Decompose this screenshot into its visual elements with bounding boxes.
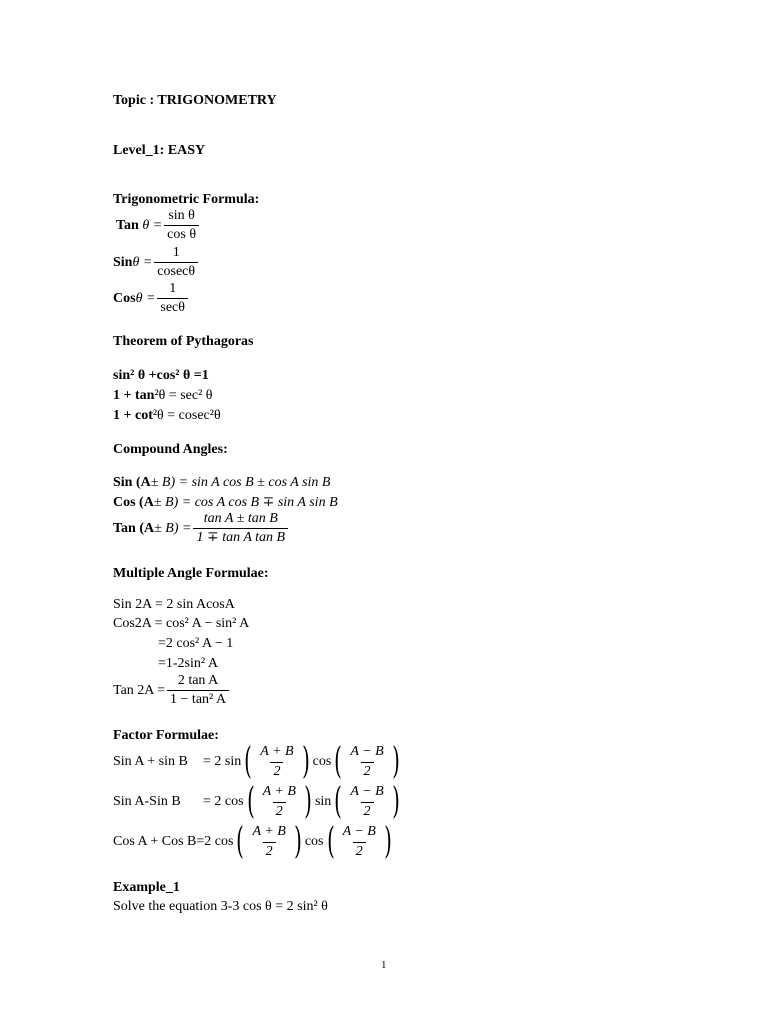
tan-label: Tan (116, 217, 139, 233)
factor-row-2-func: sin (314, 794, 332, 809)
factor-row-3-label: Cos A + Cos B=2 cos (113, 834, 234, 849)
compound-tan-numerator: tan A ± tan B (203, 511, 278, 526)
tan-formula (116, 208, 201, 243)
factor-row-2-sum: A + B (262, 784, 296, 800)
compound-tan-denominator: 1 ∓ tan A tan B (193, 528, 288, 546)
pythagoras-line-3-rest: ²θ = cosec²θ (152, 408, 221, 423)
factor-row-2 (113, 781, 403, 822)
sin-denominator: cosecθ (154, 262, 198, 280)
multiple-heading: Multiple Angle Formulae: (113, 566, 269, 581)
pythagoras-line-3 (113, 408, 221, 424)
multiple-tan-fraction (167, 673, 229, 708)
factor-row-1 (113, 741, 403, 782)
example-heading: Example_1 (113, 880, 180, 895)
compound-tan (113, 511, 290, 546)
factor-row-2-den-2: 2 (361, 802, 374, 820)
sin-fraction (154, 245, 198, 280)
factor-row-3-paren-1: ( $\frac{A + B}{2}$ ) (236, 821, 302, 862)
sin-formula (113, 245, 200, 280)
cos-fraction (157, 281, 188, 316)
pythagoras-line-3-bold: 1 + cot (113, 408, 153, 423)
factor-row-1-eq: = 2 sin (203, 754, 242, 769)
pythagoras-line-2-rest: ²θ = sec² θ (154, 388, 213, 403)
compound-heading: Compound Angles: (113, 442, 228, 457)
multiple-line-3: =2 cos² A − 1 (158, 636, 234, 651)
compound-sin (113, 475, 330, 491)
factor-row-3-den-1: 2 (263, 842, 276, 860)
multiple-tan-label: Tan 2A = (113, 682, 166, 698)
page-title: Topic : TRIGONOMETRY (113, 93, 277, 108)
factor-row-2-paren-2: ( $\frac{A - B}{2}$ ) (334, 781, 400, 822)
compound-cos-rest: ± B) = cos A cos B ∓ sin A sin B (153, 495, 338, 510)
factor-row-1-paren-2: ( $\frac{A - B}{2}$ ) (334, 741, 400, 782)
tan-fraction (164, 208, 199, 243)
factor-row-1-label: Sin A + sin B (113, 754, 188, 769)
example-text: Solve the equation 3-3 cos θ = 2 sin² θ (113, 899, 328, 914)
cos-formula (113, 281, 190, 316)
factor-row-3-diff: A − B (342, 824, 376, 840)
factor-row-3-func: cos (304, 834, 324, 849)
tan-denominator: cos θ (164, 225, 199, 243)
cos-denominator: secθ (157, 298, 188, 316)
pythagoras-heading: Theorem of Pythagoras (113, 334, 254, 349)
multiple-line-4: =1-2sin² A (158, 656, 218, 671)
factor-row-1-sum: A + B (260, 744, 294, 760)
trig-formula-heading: Trigonometric Formula: (113, 192, 260, 207)
factor-row-2-label: Sin A-Sin B (113, 794, 181, 809)
pythagoras-line-1: sin² θ +cos² θ =1 (113, 368, 209, 383)
tan-numerator: sin θ (168, 208, 195, 223)
factor-row-1-den-1: 2 (270, 762, 283, 780)
compound-sin-rest: ± B) = sin A cos B ± cos A sin B (150, 475, 331, 490)
factor-row-1-den-2: 2 (361, 762, 374, 780)
cos-label: Cos (113, 290, 136, 306)
factor-row-2-diff: A − B (350, 784, 384, 800)
compound-cos-label: Cos (A (113, 495, 154, 510)
tan-lhs: θ = (142, 217, 163, 233)
factor-row-2-paren-1: ( $\frac{A + B}{2}$ ) (246, 781, 312, 822)
factor-heading: Factor Formulae: (113, 728, 219, 743)
multiple-line-1: Sin 2A = 2 sin AcosA (113, 597, 235, 612)
multiple-tan-numerator: 2 tan A (177, 673, 219, 688)
factor-row-1-func: cos (312, 754, 332, 769)
factor-row-3-paren-2: ( $\frac{A - B}{2}$ ) (326, 821, 392, 862)
compound-tan-label: Tan (A (113, 520, 155, 536)
factor-row-3 (113, 821, 395, 862)
compound-sin-label: Sin (A (113, 475, 151, 490)
compound-cos (113, 494, 338, 511)
pythagoras-line-2-bold: 1 + tan (113, 388, 155, 403)
page-number: 1 (381, 959, 387, 971)
sin-label: Sin (113, 254, 133, 270)
factor-row-3-den-2: 2 (353, 842, 366, 860)
factor-row-2-eq: = 2 cos (203, 794, 244, 809)
cos-lhs: θ = (135, 290, 156, 306)
sin-lhs: θ = (132, 254, 153, 270)
cos-numerator: 1 (169, 281, 177, 296)
factor-row-1-paren-1: ( $\frac{A + B}{2}$ ) (244, 741, 310, 782)
sin-numerator: 1 (172, 245, 180, 260)
factor-row-3-sum: A + B (252, 824, 286, 840)
factor-row-1-diff: A − B (350, 744, 384, 760)
factor-row-2-den-1: 2 (273, 802, 286, 820)
pythagoras-line-2 (113, 388, 213, 404)
multiple-tan (113, 673, 231, 708)
level-heading: Level_1: EASY (113, 143, 206, 158)
compound-tan-lhs: ± B) = (154, 520, 192, 536)
multiple-line-2: Cos2A = cos² A − sin² A (113, 616, 250, 631)
compound-tan-fraction (193, 511, 288, 546)
multiple-tan-denominator: 1 − tan² A (167, 690, 229, 708)
